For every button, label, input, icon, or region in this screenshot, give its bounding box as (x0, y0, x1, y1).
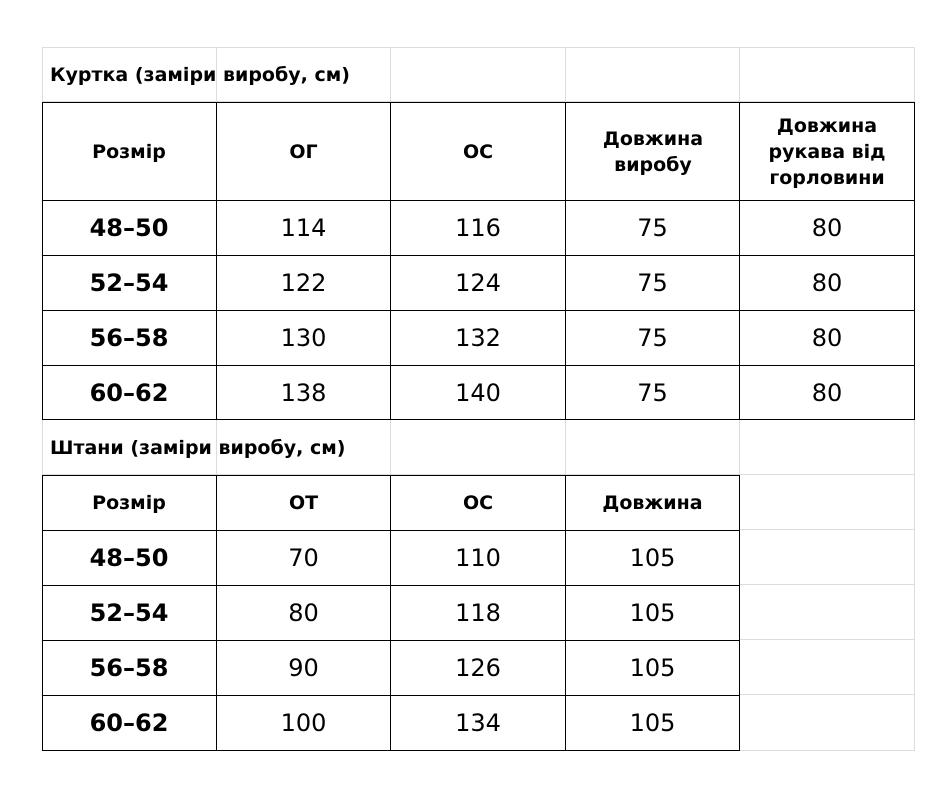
table-cell: 80 (288, 599, 319, 627)
table-cell: 80 (811, 324, 843, 352)
table-cell: 80 (811, 378, 843, 407)
table-cell: 75 (637, 378, 668, 407)
jacket-table-border (914, 102, 915, 420)
empty-cell (391, 420, 566, 475)
column-header: Розмір (92, 492, 166, 514)
size-cell: 52–54 (89, 269, 169, 297)
table-cell: 75 (637, 324, 668, 352)
table-cell: 116 (455, 214, 501, 242)
table-cell: 100 (280, 709, 327, 737)
empty-cell (740, 640, 915, 695)
jacket-table-title: Куртка (заміри виробу, см) (50, 63, 350, 86)
size-cell: 60–62 (89, 709, 169, 737)
table-cell: 130 (280, 324, 327, 352)
column-header: Довжина виробу (602, 127, 704, 176)
table-cell: 90 (288, 654, 319, 682)
table-cell: 134 (455, 709, 501, 737)
empty-cell (740, 420, 915, 475)
pants-table-title: Штани (заміри виробу, см) (50, 436, 346, 459)
column-header: ОС (462, 140, 494, 163)
table-cell: 118 (455, 599, 501, 627)
table-cell: 105 (629, 709, 676, 737)
column-header: ОГ (289, 140, 318, 163)
empty-cell (740, 530, 915, 585)
table-cell: 110 (455, 544, 501, 572)
table-cell: 105 (629, 654, 676, 682)
column-header: Довжина рукава від горловини (768, 114, 886, 189)
table-cell: 80 (811, 214, 843, 242)
table-cell: 126 (455, 654, 501, 682)
table-cell: 140 (455, 378, 501, 407)
empty-cell (740, 585, 915, 640)
pants-table-border (42, 750, 740, 751)
size-cell: 48–50 (89, 214, 169, 242)
table-cell: 122 (280, 269, 327, 297)
size-cell: 56–58 (89, 654, 169, 682)
column-header: Довжина (602, 492, 703, 514)
size-cell: 48–50 (89, 544, 169, 572)
empty-cell (566, 47, 740, 102)
column-header: ОС (462, 492, 494, 514)
empty-cell (740, 695, 915, 751)
jacket-table-border (42, 419, 915, 420)
table-cell: 124 (455, 269, 501, 297)
empty-cell (740, 475, 915, 530)
table-cell: 75 (637, 214, 668, 242)
size-cell: 60–62 (89, 378, 169, 407)
size-cell: 56–58 (89, 324, 169, 352)
size-cell: 52–54 (89, 599, 169, 627)
column-header: ОТ (288, 492, 319, 514)
size-chart-sheet (42, 47, 915, 751)
table-cell: 138 (280, 378, 327, 407)
column-header: Розмір (92, 140, 166, 163)
table-cell: 70 (288, 544, 319, 572)
table-cell: 80 (811, 269, 843, 297)
table-cell: 75 (637, 269, 668, 297)
table-cell: 132 (455, 324, 501, 352)
table-cell: 114 (280, 214, 327, 242)
pants-table-border (739, 475, 740, 751)
table-cell: 105 (629, 599, 676, 627)
table-cell: 105 (629, 544, 676, 572)
empty-cell (740, 47, 915, 102)
empty-cell (391, 47, 566, 102)
empty-cell (566, 420, 740, 475)
